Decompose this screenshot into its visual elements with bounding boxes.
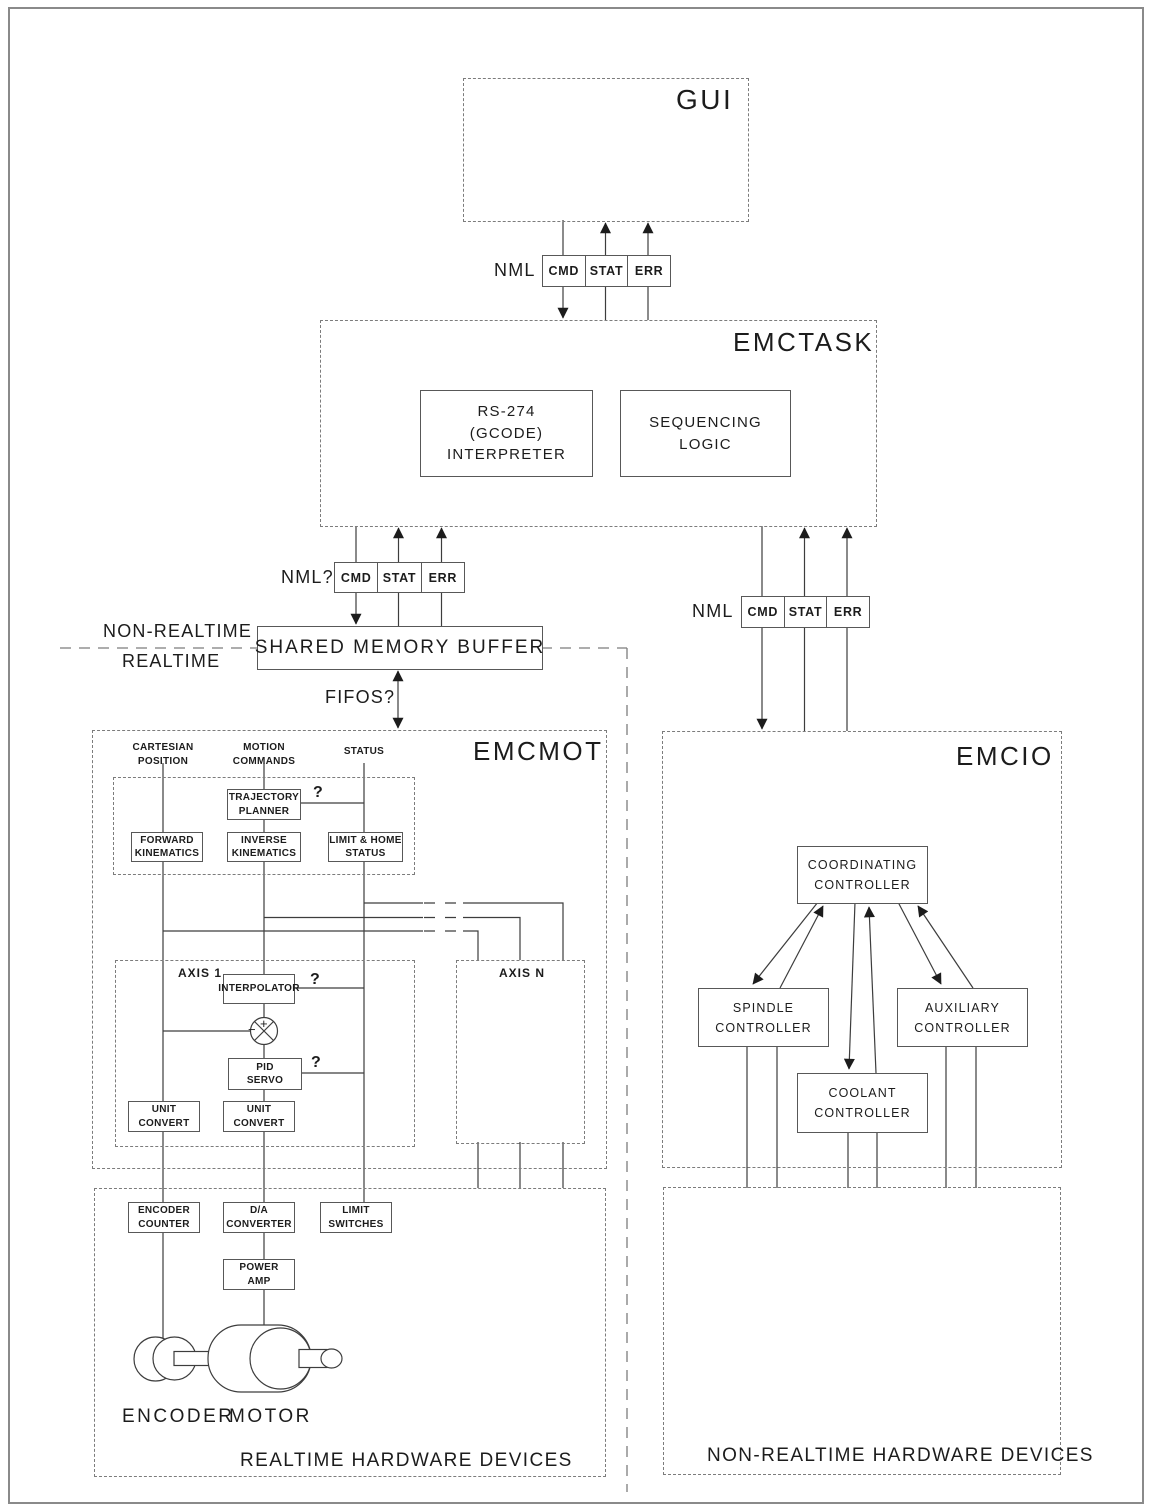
nml-top-stat: STAT	[585, 256, 628, 286]
nml-right-row	[741, 596, 870, 628]
sequencing-logic-line2: LOGIC	[679, 435, 732, 453]
unit-convert-left-line1: UNIT	[151, 1104, 177, 1116]
forward-kinematics-line1: FORWARD	[140, 834, 194, 846]
auxiliary-controller-box	[897, 988, 1028, 1047]
unit-convert-mid-line2: CONVERT	[233, 1117, 285, 1129]
encoder-label: ENCODER	[122, 1406, 235, 1427]
nml-left-row	[334, 562, 465, 593]
non-realtime-hardware-caption: NON-REALTIME HARDWARE DEVICES	[707, 1445, 1094, 1466]
gcode-interpreter-line2: (GCODE)	[469, 424, 544, 442]
gcode-interpreter-box	[420, 390, 593, 477]
motor-label: MOTOR	[229, 1406, 312, 1427]
axis1-label: AXIS 1	[178, 966, 223, 980]
limit-switches-line1: LIMIT	[342, 1205, 370, 1217]
trajectory-question-mark: ?	[313, 784, 323, 801]
trajectory-planner-line2: PLANNER	[238, 805, 290, 817]
da-converter-box	[223, 1202, 295, 1233]
shared-memory-buffer-label: SHARED MEMORY BUFFER	[254, 637, 546, 658]
nml-top-err: ERR	[627, 256, 670, 286]
inverse-kinematics-box	[227, 832, 301, 862]
nml-left-label: NML?	[281, 567, 334, 587]
emctask-title: EMCTASK	[733, 327, 875, 357]
power-amp-line2: AMP	[247, 1275, 271, 1287]
coordinating-line2: CONTROLLER	[814, 878, 911, 892]
inverse-kinematics-line2: KINEMATICS	[231, 848, 297, 859]
cartesian-position-heading	[123, 741, 203, 768]
gui-title: GUI	[676, 84, 734, 115]
non-realtime-label: NON-REALTIME	[103, 621, 253, 641]
pid-servo-box	[228, 1058, 302, 1090]
spindle-controller-box	[698, 988, 829, 1047]
sequencing-logic-line1: SEQUENCING	[649, 413, 762, 431]
non-realtime-hardware-box	[663, 1187, 1061, 1475]
coolant-controller-box	[797, 1073, 928, 1133]
unit-convert-mid-line1: UNIT	[246, 1104, 272, 1116]
trajectory-planner-line1: TRAJECTORY	[228, 792, 300, 804]
forward-kinematics-box	[131, 832, 203, 862]
axisn-label: AXIS N	[499, 966, 546, 980]
interpolator-box	[218, 974, 300, 1004]
encoder-counter-line2: COUNTER	[138, 1218, 190, 1230]
gcode-interpreter-line1: RS-274	[477, 402, 536, 420]
sum-plus-sign: +	[260, 1016, 268, 1031]
power-amp-line1: POWER	[239, 1262, 279, 1274]
spindle-line1: SPINDLE	[732, 1000, 795, 1015]
motion-heading-line2: COMMANDS	[232, 755, 296, 767]
coordinating-line1: COORDINATING	[807, 858, 918, 872]
limit-home-line1: LIMIT & HOME	[329, 834, 402, 846]
sequencing-logic-box	[620, 390, 791, 477]
axisn-box	[456, 960, 585, 1144]
motion-commands-heading	[224, 741, 304, 768]
nml-top-cmd: CMD	[548, 264, 580, 278]
cartesian-heading-line1: CARTESIAN	[132, 742, 194, 753]
interpolator-question-mark: ?	[310, 971, 320, 988]
coolant-line2: CONTROLLER	[814, 1106, 911, 1120]
unit-convert-left-box	[128, 1101, 200, 1132]
nml-left-stat: STAT	[377, 563, 420, 592]
shared-memory-buffer-box	[254, 626, 546, 670]
da-converter-line2: CONVERTER	[226, 1218, 292, 1230]
forward-kinematics-line2: KINEMATICS	[134, 848, 200, 859]
coolant-line1: COOLANT	[828, 1086, 897, 1100]
motion-heading-line1: MOTION	[243, 742, 285, 753]
nml-top-label: NML	[494, 260, 536, 280]
nml-right-stat: STAT	[784, 597, 827, 627]
da-converter-line1: D/A	[249, 1205, 269, 1217]
fifos-label: FIFOS?	[325, 687, 396, 707]
pid-question-mark: ?	[311, 1054, 321, 1071]
unit-convert-mid-box	[223, 1101, 295, 1132]
limit-switches-box	[320, 1202, 392, 1233]
encoder-counter-box	[128, 1202, 200, 1233]
trajectory-planner-box	[227, 789, 301, 820]
pid-servo-line2: SERVO	[246, 1075, 284, 1086]
cartesian-heading-line2: POSITION	[137, 755, 189, 767]
spindle-line2: CONTROLLER	[715, 1020, 812, 1035]
status-heading: STATUS	[343, 746, 385, 757]
realtime-hardware-caption: REALTIME HARDWARE DEVICES	[240, 1450, 573, 1471]
coordinating-controller-box	[797, 846, 928, 904]
limit-switches-line2: SWITCHES	[328, 1218, 384, 1230]
emcmot-title: EMCMOT	[473, 736, 604, 766]
auxiliary-line1: AUXILIARY	[925, 1000, 1000, 1015]
nml-left-cmd: CMD	[340, 570, 372, 585]
gcode-interpreter-line3: INTERPRETER	[446, 446, 567, 464]
realtime-label: REALTIME	[122, 651, 221, 671]
limit-home-line2: STATUS	[345, 848, 386, 859]
unit-convert-left-line2: CONVERT	[138, 1117, 190, 1129]
emcio-title: EMCIO	[956, 741, 1054, 771]
encoder-counter-line1: ENCODER	[137, 1205, 191, 1217]
power-amp-box	[223, 1259, 295, 1290]
nml-right-cmd: CMD	[747, 605, 779, 619]
nml-right-err: ERR	[826, 597, 869, 627]
auxiliary-line2: CONTROLLER	[914, 1020, 1011, 1035]
pid-servo-line1: PID	[256, 1061, 274, 1073]
interpolator-label: INTERPOLATOR	[218, 983, 300, 995]
sum-minus-sign: −	[248, 1022, 256, 1037]
limit-home-status-box	[328, 832, 403, 862]
nml-left-err: ERR	[421, 563, 464, 592]
inverse-kinematics-line1: INVERSE	[240, 834, 287, 846]
nml-right-label: NML	[692, 601, 734, 621]
nml-top-row	[542, 255, 671, 287]
